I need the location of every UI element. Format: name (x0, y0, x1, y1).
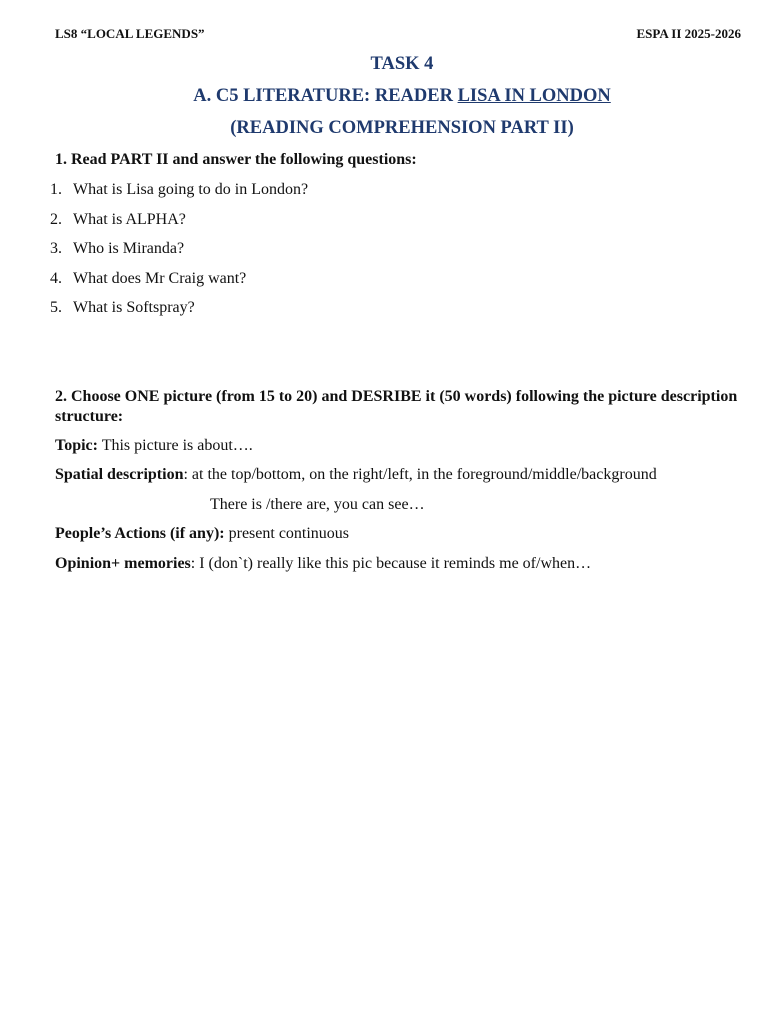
section-title-book: LISA IN LONDON (457, 86, 611, 106)
question-text: What is Softspray? (73, 299, 195, 316)
question-number: 5. (50, 299, 62, 316)
actions-text: present continuous (224, 525, 350, 542)
question-number: 4. (50, 269, 62, 287)
question-number: 2. (50, 210, 62, 228)
section-title-prefix: A. C5 LITERATURE: READER (193, 86, 458, 106)
question-text: What does Mr Craig want? (73, 269, 247, 287)
actions-line (55, 525, 349, 543)
spatial-line (55, 466, 657, 484)
section-subtitle: (READING COMPREHENSION PART II) (230, 118, 574, 138)
list-item (50, 269, 308, 299)
part1-heading: 1. Read PART II and answer the following questions: (55, 151, 417, 168)
topic-label: Topic: (55, 437, 98, 454)
part2-heading: 2. Choose ONE picture (from 15 to 20) and DESRIBE it (50 words) following the picture description structure: (55, 388, 738, 425)
opinion-text: : I (don`t) really like this pic because it reminds me of/when… (190, 555, 592, 572)
list-item (50, 239, 308, 269)
spatial-text: : at the top/bottom, on the right/left, in the foreground/middle/background (183, 466, 657, 483)
actions-label: People’s Actions (if any): (55, 525, 225, 542)
header-right-label: ESPA II 2025-2026 (636, 26, 741, 41)
section-title (0, 86, 768, 107)
question-number: 1. (50, 181, 62, 198)
list-item (50, 180, 308, 210)
list-item (50, 210, 308, 240)
opinion-label: Opinion+ memories (55, 555, 191, 572)
question-text: What is Lisa going to do in London? (73, 181, 309, 198)
spatial-extra-line: There is /there are, you can see… (210, 496, 425, 513)
topic-text: This picture is about…. (97, 437, 253, 454)
question-list (50, 180, 308, 328)
list-item (50, 298, 308, 328)
task-title: TASK 4 (370, 54, 434, 74)
spatial-label: Spatial description (55, 466, 184, 483)
opinion-line (55, 555, 591, 573)
question-text: What is ALPHA? (73, 210, 186, 228)
question-text: Who is Miranda? (73, 240, 185, 257)
topic-line (55, 437, 253, 455)
header-left-label: LS8 “LOCAL LEGENDS” (55, 26, 205, 41)
question-number: 3. (50, 240, 62, 257)
